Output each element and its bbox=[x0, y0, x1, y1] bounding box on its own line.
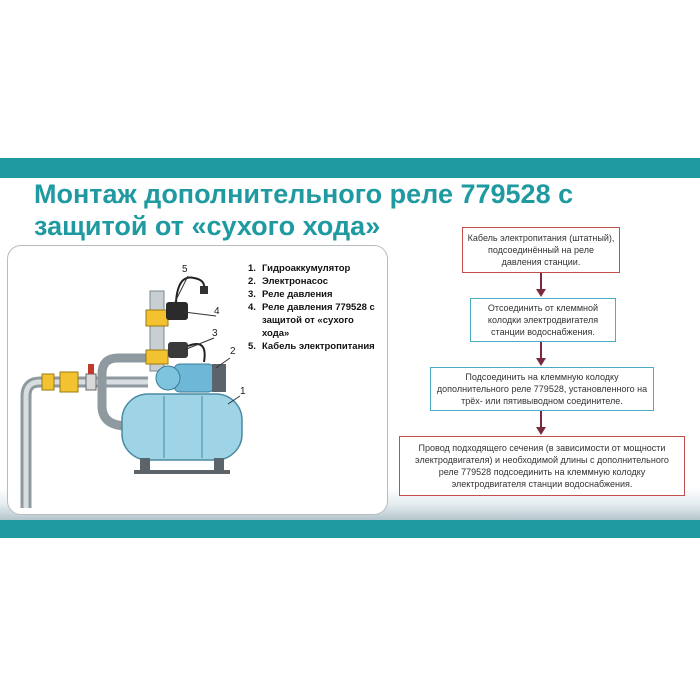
pump-head bbox=[156, 366, 180, 390]
arrow-head-icon bbox=[536, 289, 546, 297]
callout-3: 3 bbox=[212, 328, 218, 339]
valve-handle bbox=[88, 364, 94, 374]
tank-leg-right bbox=[214, 458, 224, 472]
flow-step-4: Провод подходящего сечения (в зависимости от мощности электродвигателя) и необходимой длины с дополнительного реле 779528 подсоединить на клеммную колодку электродвигателя станции водоснабжения. bbox=[399, 436, 685, 496]
hydro-accumulator-tank bbox=[122, 394, 242, 460]
pump-fan-cover bbox=[212, 364, 226, 392]
relay-779528 bbox=[166, 302, 188, 320]
internal-cable bbox=[188, 344, 205, 362]
ball-valve bbox=[86, 374, 96, 390]
callout-1: 1 bbox=[240, 386, 246, 397]
flow-arrow-3 bbox=[540, 411, 542, 429]
component-legend bbox=[248, 262, 378, 353]
tank-base bbox=[134, 470, 230, 474]
legend-item: 4. Реле давления 779528 с защитой от «сухого хода» bbox=[248, 302, 375, 339]
leader-4 bbox=[184, 312, 216, 316]
legend-item: 3. Реле давления bbox=[248, 289, 333, 300]
flow-step-1: Кабель электропитания (штатный), подсоединённый на реле давления станции. bbox=[462, 227, 620, 273]
leader-5 bbox=[174, 276, 188, 304]
flow-arrow-2 bbox=[540, 342, 542, 360]
arrow-head-icon bbox=[536, 427, 546, 435]
filter-fitting bbox=[60, 372, 78, 392]
legend-item: 1. Гидроаккумулятор bbox=[248, 263, 351, 274]
plug bbox=[200, 286, 208, 294]
check-valve bbox=[42, 374, 54, 390]
callout-5: 5 bbox=[182, 264, 188, 275]
bottom-accent-band bbox=[0, 520, 700, 538]
tank-leg-left bbox=[140, 458, 150, 472]
legend-item: 5. Кабель электропитания bbox=[248, 341, 375, 352]
flow-step-3: Подсоединить на клеммную колодку дополнительного реле 779528, установленного на трёх- или пятивыводном соединителе. bbox=[430, 367, 654, 411]
slide-title: Монтаж дополнительного реле 779528 с защитой от «сухого хода» bbox=[34, 179, 574, 241]
legend-item: 2. Электронасос bbox=[248, 276, 328, 287]
arrow-head-icon bbox=[536, 358, 546, 366]
callout-4: 4 bbox=[214, 306, 220, 317]
leader-3 bbox=[184, 338, 214, 350]
flow-arrow-1 bbox=[540, 273, 542, 291]
flow-step-2: Отсоединить от клеммной колодки электродвигателя станции водоснабжения. bbox=[470, 298, 616, 342]
lower-connector bbox=[146, 350, 168, 364]
top-accent-band bbox=[0, 158, 700, 178]
five-way-connector bbox=[146, 310, 168, 326]
callout-2: 2 bbox=[230, 346, 236, 357]
